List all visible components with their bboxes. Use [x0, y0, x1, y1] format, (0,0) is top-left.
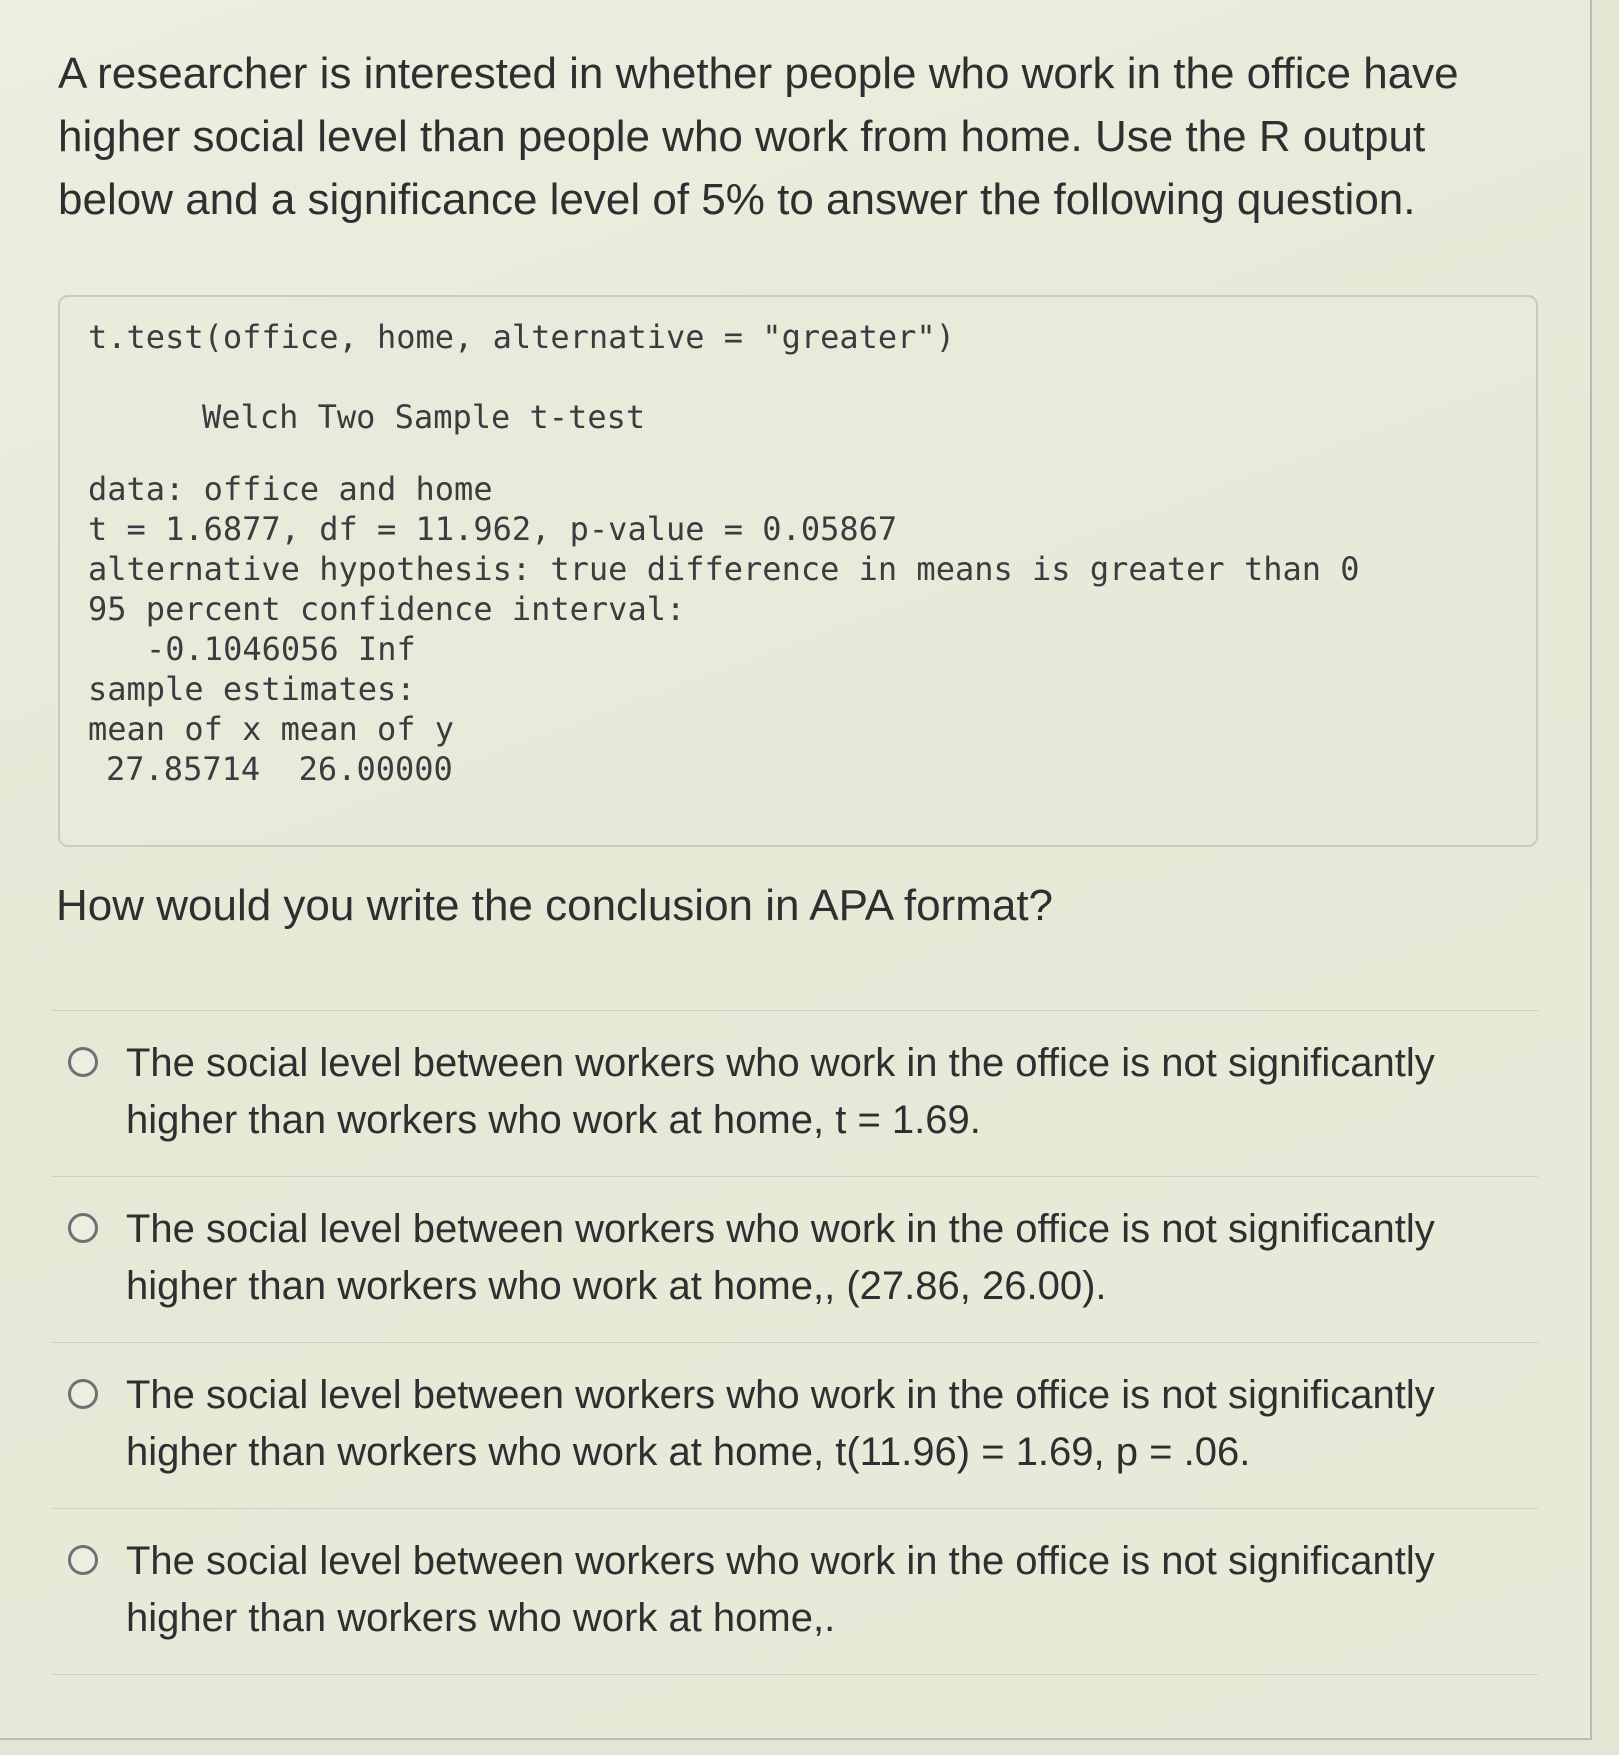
r-ci-label: 95 percent confidence interval:	[88, 590, 686, 628]
answer-option-label: The social level between workers who work in the office is not significantly higher than workers who work at home, t = 1.69.	[126, 1041, 1435, 1142]
r-command: t.test(office, home, alternative = "greater")	[88, 318, 955, 356]
r-data-line: data: office and home	[88, 470, 493, 508]
question-prompt: How would you write the conclusion in APA format?	[56, 881, 1054, 930]
r-estimates-label: sample estimates:	[88, 670, 416, 708]
answer-options	[52, 1010, 1538, 1675]
r-test-name: Welch Two Sample t-test	[202, 398, 646, 436]
radio-button[interactable]	[68, 1379, 98, 1409]
radio-button[interactable]	[68, 1545, 98, 1575]
r-output-box	[58, 295, 1538, 847]
answer-option[interactable]	[52, 1177, 1538, 1343]
answer-option-label: The social level between workers who work in the office is not significantly higher than workers who work at home,, (27.86, 26.00).	[126, 1207, 1435, 1308]
answer-option[interactable]	[52, 1011, 1538, 1177]
r-alternative-line: alternative hypothesis: true difference in means is greater than 0	[88, 550, 1360, 588]
r-estimates-header: mean of x mean of y	[88, 710, 455, 748]
answer-option[interactable]	[52, 1509, 1538, 1675]
question-intro: A researcher is interested in whether people who work in the office have higher social level than people who work from home. Use the R output below and a significance level of 5% to answer the following question.	[58, 49, 1459, 224]
answer-option[interactable]	[52, 1343, 1538, 1509]
answer-option-label: The social level between workers who work in the office is not significantly higher than workers who work at home,.	[126, 1539, 1435, 1640]
r-estimates-values: 27.85714 26.00000	[106, 750, 453, 788]
answer-option-label: The social level between workers who work in the office is not significantly higher than workers who work at home, t(11.96) = 1.69, p = .06.	[126, 1373, 1435, 1474]
radio-button[interactable]	[68, 1213, 98, 1243]
r-ci-values: -0.1046056 Inf	[146, 630, 416, 668]
r-stats-line: t = 1.6877, df = 11.962, p-value = 0.05867	[88, 510, 898, 548]
radio-button[interactable]	[68, 1047, 98, 1077]
